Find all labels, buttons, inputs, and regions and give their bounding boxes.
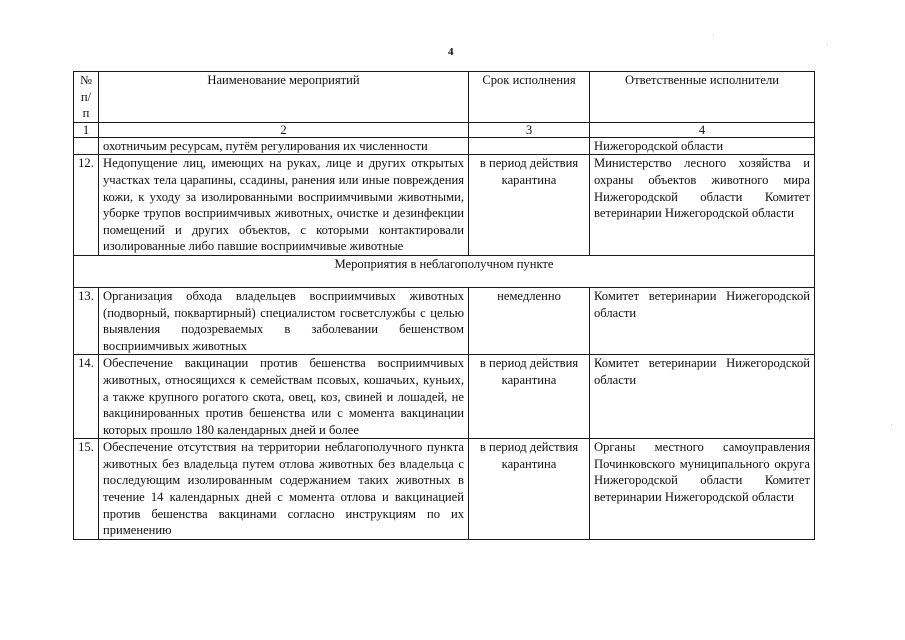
- scan-speck: ·: [712, 30, 715, 40]
- row-number: 15.: [74, 439, 99, 540]
- activities-table: [73, 71, 815, 540]
- deadline: в период действия карантина: [469, 439, 590, 540]
- header-responsible: Ответственные исполнители: [590, 72, 815, 123]
- row-number: 13.: [74, 287, 99, 354]
- column-index: 1: [74, 122, 99, 137]
- activity-name: Обеспечение отсутствия на территории неблагополучного пункта животных без владельца путем отлова животных без владельца с последующим изолированным содержанием таких животных в течение 14 календарных дней с момента отлова и вакцинацией против бешенства вакцинами согласно инструкциям по их применению: [99, 439, 469, 540]
- scan-speck: ·: [826, 40, 829, 50]
- header-deadline: Срок исполнения: [469, 72, 590, 123]
- section-title: Мероприятия в неблагополучном пункте: [74, 255, 815, 287]
- column-index: 4: [590, 122, 815, 137]
- responsible: Министерство лесного хозяйства и охраны объектов животного мира Нижегородской области Комитет ветеринарии Нижегородской области: [590, 155, 815, 256]
- deadline: в период действия карантина: [469, 155, 590, 256]
- row-number: [74, 137, 99, 155]
- responsible: Комитет ветеринарии Нижегородской области: [590, 287, 815, 354]
- table-row-continuation: [74, 137, 815, 155]
- column-index: 2: [99, 122, 469, 137]
- header-activity-name: Наименование мероприятий: [99, 72, 469, 123]
- column-index-row: [74, 122, 815, 137]
- row-number: 12.: [74, 155, 99, 256]
- scan-speck: ·: [890, 420, 893, 430]
- table-row-12: [74, 155, 815, 256]
- activity-name: охотничьим ресурсам, путём регулирования их численности: [99, 137, 469, 155]
- row-number: 14.: [74, 355, 99, 439]
- header-number: № п/п: [74, 72, 99, 123]
- column-index: 3: [469, 122, 590, 137]
- deadline: в период действия карантина: [469, 355, 590, 439]
- table-header-row: [74, 72, 815, 123]
- activity-name: Недопущение лиц, имеющих на руках, лице и других открытых участках тела царапины, ссадины, ранения или иные повреждения кожи, к уходу за изолированными восприимчивыми животными, уборке трупов восприимчивых животных, очистке и дезинфекции помещений и других объектов, с которыми контактировали изолированные либо павшие восприимчивые животные: [99, 155, 469, 256]
- responsible: Комитет ветеринарии Нижегородской области: [590, 355, 815, 439]
- section-header-row: [74, 255, 815, 287]
- page-number: 4: [448, 46, 454, 58]
- deadline: немедленно: [469, 287, 590, 354]
- deadline: [469, 137, 590, 155]
- responsible: Нижегородской области: [590, 137, 815, 155]
- responsible: Органы местного самоуправления Починковского муниципального округа Нижегородской области Комитет ветеринарии Нижегородской области: [590, 439, 815, 540]
- activity-name: Организация обхода владельцев восприимчивых животных (подворный, поквартирный) специалистом госветслужбы с целью выявления подозреваемых в заболевании бешенством восприимчивых животных: [99, 287, 469, 354]
- table-row-13: [74, 287, 815, 354]
- activity-name: Обеспечение вакцинации против бешенства восприимчивых животных, относящихся к семействам псовых, кошачьих, куньих, а также крупного рогатого скота, овец, коз, свиней и лошадей, не вакцинированных против бешенства или с момента вакцинации которых прошло 180 календарных дней и более: [99, 355, 469, 439]
- table-row-15: [74, 439, 815, 540]
- table-row-14: [74, 355, 815, 439]
